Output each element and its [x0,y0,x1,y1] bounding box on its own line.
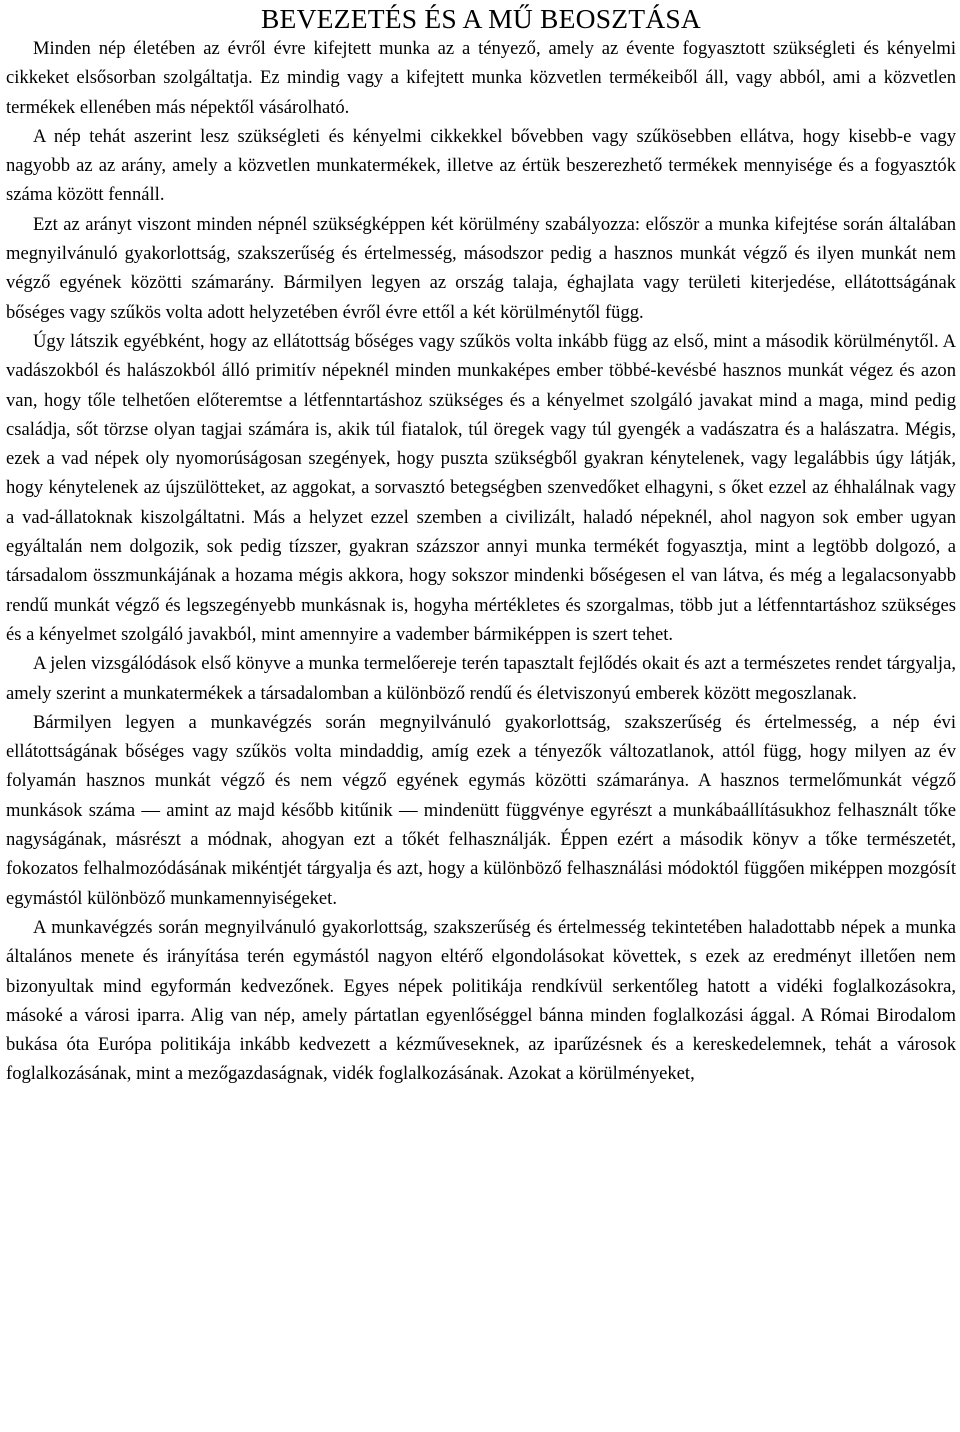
paragraph-2: A nép tehát aszerint lesz szükségleti és kényelmi cikkekkel bővebben vagy szűkösebben ellátva, hogy kisebb-e vagy nagyobb az az arány, amely a közvetlen munkatermékek, illetve az értük beszerezhető termékek mennyisége és a fogyasztók száma között fennáll. [6,125,956,206]
paragraph-5: A jelen vizsgálódások első könyve a munka termelőereje terén tapasztalt fejlődés okait és azt a természetes rendet tárgyalja, amely szerint a munkatermékek a társadalomban a különböző rendű és életviszonyú emberek között megoszlanak. [6,653,956,704]
paragraph-7: A munkavégzés során megnyilvánuló gyakorlottság, szakszerűség és értelmesség tekintetében haladottabb népek a munka általános menete és irányítása terén egymástól nagyon eltérő elgondolásokat követtek, s ezek az eredményt illetően nem bizonyultak mind egyformán kedvezőnek. Egyes népek politikája rendkívül serkentőleg hatott a vidéki foglalkozásokra, másoké a városi iparra. Alig van nép, amely pártatlan egyenlőséggel bánna minden foglalkozási ággal. A Római Birodalom bukása óta Európa politikája inkább kedvezett a kézműveseknek, az iparűzésnek és a kereskedelemnek, tehát a városok foglalkozásának, mint a mezőgazdaságnak, vidék foglalkozásának. Azokat a körülményeket, [6,916,956,1085]
paragraph-3: Ezt az arányt viszont minden népnél szükségképpen két körülmény szabályozza: először a munka kifejtése során általában megnyilvánuló gyakorlottság, szakszerűség és értelmesség, másodszor pedig a hasznos munkát végző és ilyen munkát nem végző egyének közötti számarány. Bármilyen legyen az ország talaja, éghajlata vagy területi kiterjedése, ellátottságának bőséges vagy szűkös volta adott helyzetében évről évre ettől a két körülménytől függ. [6,213,956,323]
document-page [6,0,956,1089]
paragraph-4: Úgy látszik egyébként, hogy az ellátottság bőséges vagy szűkös volta inkább függ az első, mint a második körülménytől. A vadászokból és halászokból álló primitív népeknél minden munkaképes ember többé-kevésbé hasznos munkát végez és azon van, hogy tőle telhetően előteremtse a létfenntartáshoz szükséges és a kényelmet szolgáló javakat mind a maga, mind pedig családja, sőt törzse olyan tagjai számára is, akik túl fiatalok, túl öregek vagy túl gyengék a vadászatra és a halászatra. Mégis, ezek a vad népek oly nyomorúságosan szegények, hogy puszta szükségből gyakran kénytelenek, vagy legalábbis úgy látják, hogy kénytelenek az újszülötteket, az aggokat, a sorvasztó betegségben szenvedőket elhagyni, s őket ezzel az éhhalálnak vagy a vad-állatoknak kiszolgáltatni. Más a helyzet ezzel szemben a civilizált, haladó népeknél, ahol nagyon sok ember ugyan egyáltalán nem dolgozik, sok pedig tízszer, gyakran százszor annyi munka termékét fogyasztja, mint a legtöbb dolgozó, a társadalom összmunkájának a hozama mégis akkora, hogy sokszor mindenki bőségesen el van látva, és még a legalacsonyabb rendű munkát végző és legszegényebb munkásnak is, hogyha mértékletes és szorgalmas, több jut a létfenntartáshoz szükséges és a kényelmet szolgáló javakból, mint amennyire a vadember bármiképpen is szert tehet. [6,330,956,645]
paragraph-1: Minden nép életében az évről évre kifejtett munka az a tényező, amely az évente fogyasztott szükségleti és kényelmi cikkeket elsősorban szolgáltatja. Ez mindig vagy a kifejtett munka közvetlen termékeiből áll, vagy abból, ami a közvetlen termékek ellenében más népektől vásárolható. [6,38,956,118]
paragraph-6: Bármilyen legyen a munkavégzés során megnyilvánuló gyakorlottság, szakszerűség és értelmesség, a nép évi ellátottságának bőséges vagy szűkös volta mindaddig, amíg ezek a tényezők változatlanok, attól függ, hogy milyen az év folyamán hasznos munkát végző és nem végző egyének egymás közötti számaránya. A hasznos termelőmunkát végző munkások száma — amint az majd később kitűnik — mindenütt függvénye egyrészt a munkábaállításukhoz felhasznált tőke nagyságának, másrészt a módnak, ahogyan ezt a tőkét felhasználják. Éppen ezért a második könyv a tőke természetét, fokozatos felhalmozódásának mikéntjét tárgyalja és azt, hogy a különböző felhasználási módoktól függően miképpen mozgósít egymástól különböző munkamennyiségeket. [6,711,956,909]
page-title: BEVEZETÉS ÉS A MŰ BEOSZTÁSA [260,4,702,34]
